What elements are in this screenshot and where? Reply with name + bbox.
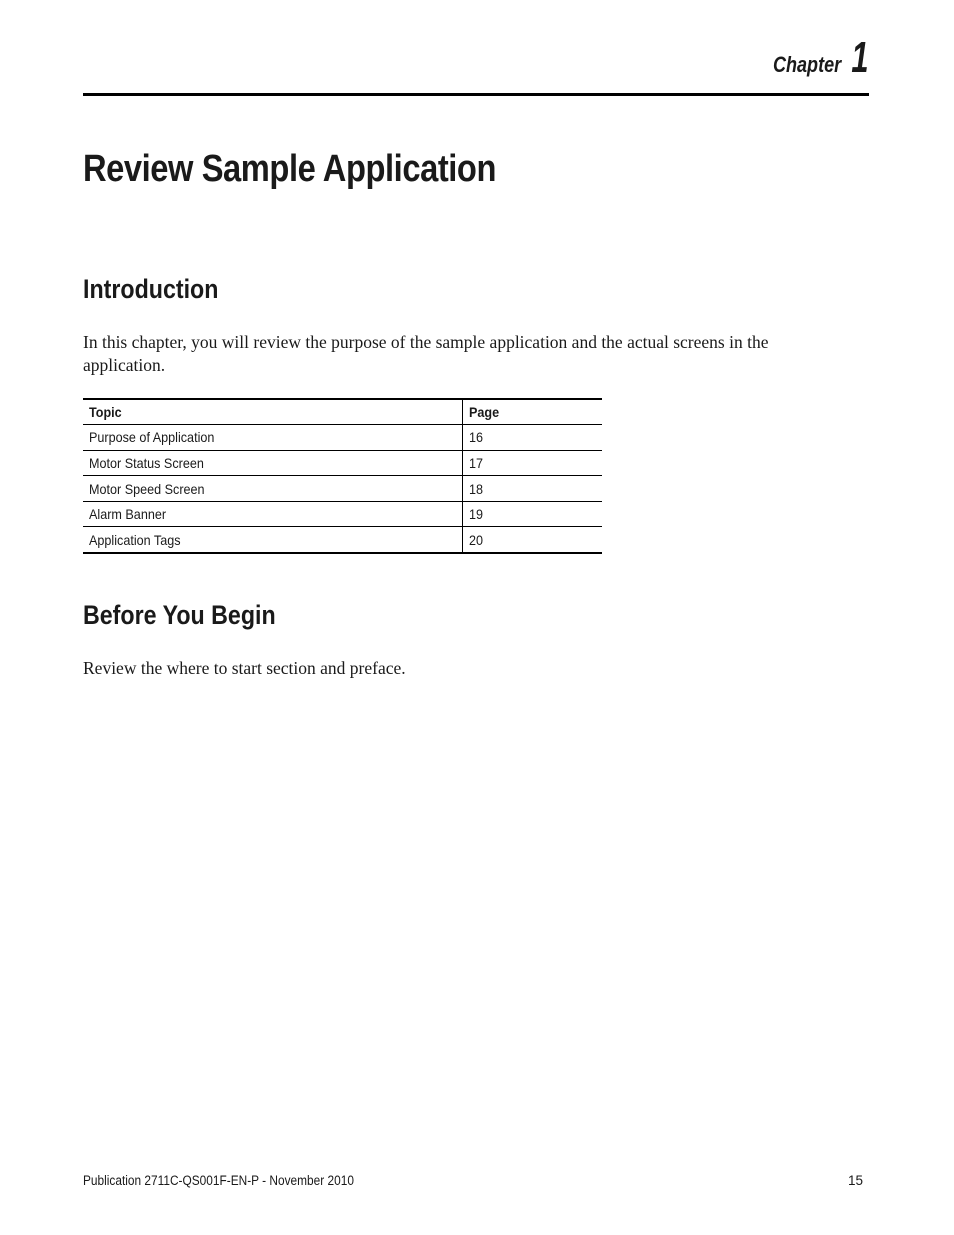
page-cell: 18: [462, 476, 602, 502]
table-header-row: [83, 399, 602, 425]
page-title: Review Sample Application: [83, 148, 497, 190]
topic-cell: Purpose of Application: [83, 425, 462, 451]
topic-cell: Motor Speed Screen: [83, 476, 462, 502]
before-you-begin-text: Review the where to start section and preface.: [83, 658, 406, 678]
footer-publication: Publication 2711C-QS001F-EN-P - November 2010: [83, 1173, 354, 1188]
table-row: [83, 501, 602, 527]
chapter-number: 1: [850, 33, 868, 82]
column-header-topic: Topic: [83, 399, 462, 425]
table-row: [83, 425, 602, 451]
table-row: [83, 476, 602, 502]
topic-cell: Application Tags: [83, 527, 462, 553]
topics-table: [83, 398, 602, 554]
chapter-header: [758, 33, 868, 82]
page-cell: 20: [462, 527, 602, 553]
page-cell: 16: [462, 425, 602, 451]
table-row: [83, 450, 602, 476]
introduction-heading: Introduction: [83, 274, 219, 304]
table-row: [83, 527, 602, 553]
topic-cell: Motor Status Screen: [83, 450, 462, 476]
topic-cell: Alarm Banner: [83, 501, 462, 527]
page-cell: 19: [462, 501, 602, 527]
footer-page-number: 15: [847, 1173, 863, 1188]
before-you-begin-heading: Before You Begin: [83, 600, 276, 630]
introduction-text: In this chapter, you will review the purpose of the sample application and the actual screens in the application.: [83, 332, 769, 375]
chapter-label: Chapter: [773, 52, 842, 77]
column-header-page: Page: [462, 399, 602, 425]
page-cell: 17: [462, 450, 602, 476]
header-rule: [83, 93, 869, 96]
